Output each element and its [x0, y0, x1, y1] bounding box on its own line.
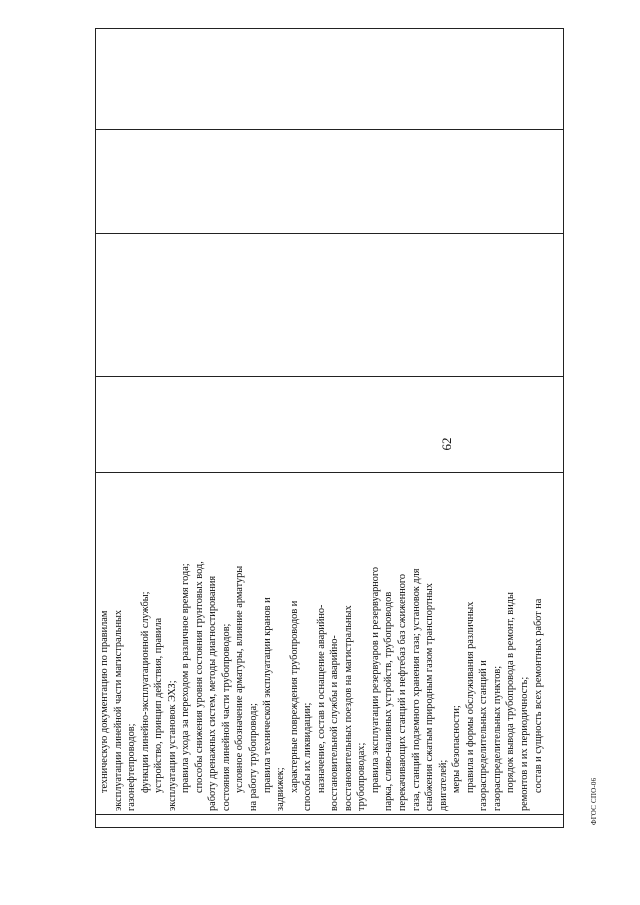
content-line: снабжения сжатым природным газом транспортных: [424, 583, 436, 811]
content-line: условное обозначение арматуры, влияние арматуры: [234, 565, 246, 793]
table-cell-empty-3: [96, 130, 564, 234]
content-line: работу дренажных систем, методы диагностирования: [207, 575, 219, 811]
content-line: техническую документацию по правилам: [99, 610, 110, 793]
content-line: трубопроводах;: [356, 742, 368, 811]
content-line: перекачивающих станций и нефтебаз баз сжиженного: [397, 574, 409, 811]
content-line: функции линейно-эксплуатационной службы;: [139, 591, 151, 793]
content-line: восстановительных поездов на магистральных: [342, 605, 354, 811]
content-line: газораспределительных станций и: [478, 660, 490, 811]
content-line: восстановительной службы и аварийно-: [329, 635, 341, 811]
table-cell-empty-4: [96, 29, 564, 130]
table-cell-empty-2: [96, 234, 564, 377]
content-line: газораспределительных пунктов;: [491, 665, 503, 811]
content-line: устройство, принцип действия, правила: [153, 617, 165, 793]
rotated-table-container: [95, 35, 564, 828]
content-line: эксплуатации установок ЭХЗ;: [166, 680, 178, 811]
content-line: парка, сливо-наливных устройств, трубопроводов: [383, 591, 395, 811]
content-line: способы снижения уровня состояния грунтовых вод,: [193, 561, 205, 793]
content-text-block: [96, 473, 545, 814]
content-line: газонефтепроводов;: [126, 723, 138, 811]
content-line: эксплуатации линейной части магистральных: [112, 609, 124, 811]
content-line: способы их ликвидации;: [302, 702, 314, 811]
content-line: на работу трубопровода;: [248, 703, 260, 811]
content-line: состояния линейной части трубопроводов;: [220, 623, 232, 811]
table-cell-content: [96, 473, 564, 815]
content-line: назначение, состав и оснащение аварийно-: [315, 604, 327, 793]
content-line: ремонтов и их периодичность;: [518, 676, 530, 811]
content-line: меры безопасности;: [451, 705, 463, 793]
content-line: двигателей;: [437, 759, 449, 811]
curriculum-table: [95, 28, 564, 828]
content-line: правила и формы обслуживания различных: [464, 601, 476, 793]
content-line: характерные повреждения трубопроводов и: [288, 600, 300, 793]
table-cell-empty-1: [96, 377, 564, 473]
page-number: 62: [439, 437, 454, 451]
content-line: газа, станций подземного хранения газа; установок для: [410, 568, 422, 811]
content-line: правила эксплуатации резервуаров и резервуарного: [369, 566, 381, 793]
content-line: порядок вывода трубопровода в ремонт, виды: [505, 592, 517, 793]
content-line: состав и сущность всех ремонтных работ на: [532, 598, 544, 793]
table-row: [96, 29, 564, 828]
content-line: правила ухода за переходом в различное время года;: [180, 563, 192, 793]
footer-code: ФГОС СПО-06: [590, 777, 598, 825]
table-cell-index: [96, 815, 564, 828]
content-line: задвижек;: [275, 767, 287, 811]
content-line: правила технической эксплуатации кранов и: [261, 597, 273, 793]
